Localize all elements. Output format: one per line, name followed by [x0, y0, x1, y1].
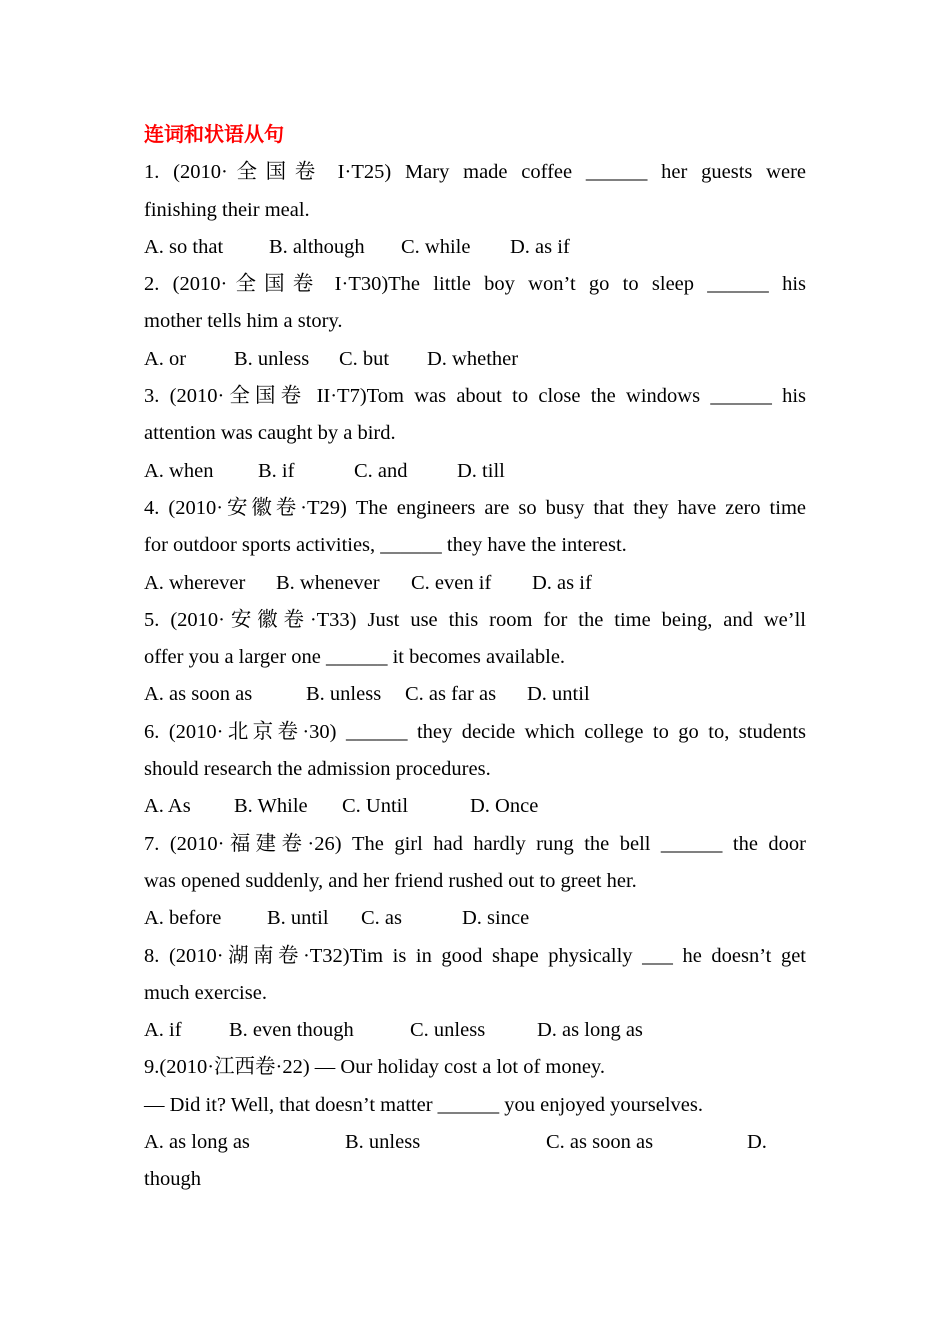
question-3-options	[144, 453, 806, 490]
question-5-options	[144, 676, 806, 713]
option-d: D. till	[457, 459, 505, 482]
question-4-options	[144, 565, 806, 602]
option-a: A. so that	[144, 235, 224, 258]
option-c: C. and	[354, 459, 408, 482]
question-8-line-1: 8. (2010·湖南卷·T32)Tim is in good shape physically ___ he doesn’t get	[144, 944, 806, 967]
question-2-options	[144, 341, 806, 378]
option-c: C. as far as	[405, 683, 497, 706]
question-1-options	[144, 229, 806, 266]
option-d: D. since	[462, 907, 530, 930]
option-c: C. but	[339, 347, 390, 370]
option-a: A. when	[144, 459, 214, 482]
option-d: D. until	[527, 683, 590, 706]
question-9-line-1: 9.(2010·江西卷·22) — Our holiday cost a lot of money.	[144, 1056, 605, 1079]
option-b: B. whenever	[276, 571, 380, 594]
question-6-options	[144, 788, 806, 825]
option-a: A. As	[144, 795, 191, 818]
question-9-line-2: — Did it? Well, that doesn’t matter ______ you enjoyed yourselves.	[144, 1093, 703, 1116]
option-b: B. While	[234, 795, 308, 818]
question-3-line-2: attention was caught by a bird.	[144, 422, 396, 445]
document-title: 连词和状语从句	[144, 124, 284, 146]
question-4-line-2: for outdoor sports activities, ______ they have the interest.	[144, 534, 627, 557]
option-b: B. although	[269, 235, 365, 258]
question-8-line-2: much exercise.	[144, 981, 267, 1004]
question-7-options	[144, 900, 806, 937]
option-b: B. unless	[234, 347, 310, 370]
option-c: C. while	[401, 235, 471, 258]
question-8-options	[144, 1012, 806, 1049]
option-d: D. as if	[532, 571, 592, 594]
option-c: C. as soon as	[546, 1131, 654, 1154]
question-7-line-2: was opened suddenly, and her friend rushed out to greet her.	[144, 869, 637, 892]
option-a: A. as long as	[144, 1131, 250, 1154]
option-c: C. unless	[410, 1019, 486, 1042]
document-page	[144, 117, 806, 1199]
option-c: C. Until	[342, 795, 409, 818]
option-b: B. unless	[306, 683, 382, 706]
option-d: D.	[747, 1131, 767, 1154]
option-d: D. whether	[427, 347, 519, 370]
option-b: B. unless	[345, 1131, 421, 1154]
option-a: A. wherever	[144, 571, 246, 594]
question-5-line-2: offer you a larger one ______ it becomes available.	[144, 646, 566, 669]
question-2-line-2: mother tells him a story.	[144, 310, 343, 333]
question-6-line-1: 6. (2010·北京卷·30) ______ they decide which college to go to, students	[144, 720, 806, 743]
option-c: C. as	[361, 907, 402, 930]
question-5-line-1: 5. (2010·安徽卷·T33) Just use this room for the time being, and we’ll	[144, 608, 806, 631]
question-1-line-1: 1. (2010·全国卷 I·T25) Mary made coffee ______ her guests were	[144, 161, 806, 184]
option-b: B. until	[267, 907, 329, 930]
option-d: D. Once	[470, 795, 539, 818]
option-c: C. even if	[411, 571, 492, 594]
option-d: D. as if	[510, 235, 570, 258]
question-6-line-2: should research the admission procedures.	[144, 758, 491, 781]
question-2-line-1: 2. (2010·全国卷 I·T30)The little boy won’t go to sleep ______ his	[144, 273, 806, 296]
option-d: D. as long as	[537, 1019, 643, 1042]
option-b: B. if	[258, 459, 295, 482]
option-a: A. if	[144, 1019, 182, 1042]
option-b: B. even though	[229, 1019, 354, 1042]
option-a: A. before	[144, 907, 222, 930]
option-a: A. as soon as	[144, 683, 253, 706]
question-4-line-1: 4. (2010·安徽卷·T29) The engineers are so busy that they have zero time	[144, 496, 806, 519]
question-9-options	[144, 1124, 806, 1161]
question-9-option-d-continued: though	[144, 1168, 201, 1191]
question-1-line-2: finishing their meal.	[144, 198, 310, 221]
option-a: A. or	[144, 347, 187, 370]
question-3-line-1: 3. (2010·全国卷 II·T7)Tom was about to close the windows ______ his	[144, 385, 806, 408]
question-7-line-1: 7. (2010·福建卷·26) The girl had hardly rung the bell ______ the door	[144, 832, 806, 855]
